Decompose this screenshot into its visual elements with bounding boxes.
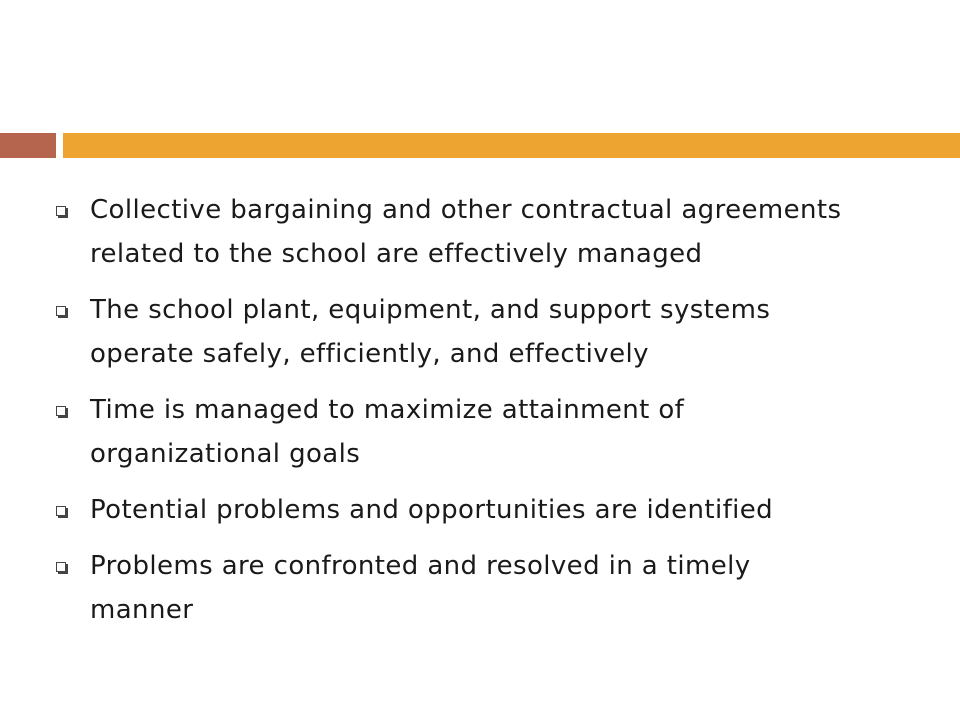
- list-item: [56, 388, 856, 476]
- hollow-square-icon: [56, 306, 66, 316]
- bullet-text: Problems are confronted and resolved in a timely manner: [90, 551, 751, 625]
- hollow-square-icon: [56, 206, 66, 216]
- list-item: [56, 488, 856, 532]
- list-item: [56, 288, 856, 376]
- bullet-text: Potential problems and opportunities are identified: [90, 495, 774, 525]
- header-accent-bar-right: [63, 133, 960, 158]
- hollow-square-icon: [56, 406, 66, 416]
- bullet-text: The school plant, equipment, and support systems operate safely, efficiently, and effectively: [90, 295, 771, 369]
- list-item: [56, 544, 856, 632]
- header-accent-bar-left: [0, 133, 56, 158]
- bullet-text: Collective bargaining and other contractual agreements related to the school are effectively managed: [90, 195, 842, 269]
- bullet-text: Time is managed to maximize attainment of organizational goals: [90, 395, 685, 469]
- hollow-square-icon: [56, 506, 66, 516]
- list-item: [56, 188, 856, 276]
- hollow-square-icon: [56, 562, 66, 572]
- bullet-list: [56, 188, 856, 644]
